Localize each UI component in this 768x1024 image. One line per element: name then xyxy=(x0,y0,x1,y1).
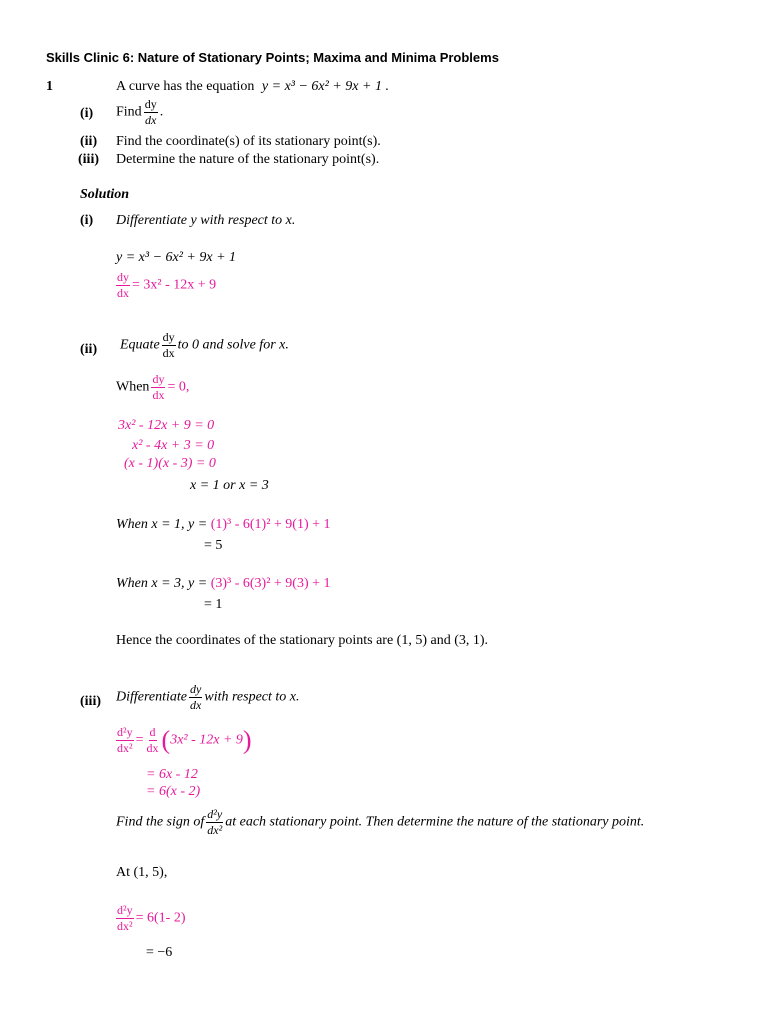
solve-step-1: 3x² - 12x + 9 = 0 xyxy=(118,418,215,433)
fraction-denominator: dx xyxy=(117,286,129,300)
fraction-denominator: dx xyxy=(146,741,159,755)
when-fraction xyxy=(151,373,165,402)
evaluate-second-derivative xyxy=(114,904,186,933)
fraction-numerator: d²y xyxy=(117,725,133,739)
fraction-denominator: dx² xyxy=(117,919,133,933)
instruction-pre: Differentiate xyxy=(116,689,188,705)
right-paren: ) xyxy=(242,725,252,755)
inner-expression: 3x² - 12x + 9 xyxy=(170,732,243,748)
fraction-numerator: d²y xyxy=(207,807,223,821)
sign-instruction xyxy=(116,808,644,837)
question-stem-text: A curve has the equation xyxy=(116,79,255,94)
second-derivative-fraction xyxy=(116,726,134,755)
instruction-pre: Equate xyxy=(120,337,160,353)
derivative-fraction xyxy=(116,271,130,300)
question-stem xyxy=(116,79,389,95)
fraction-numerator: d xyxy=(149,725,156,739)
sol-part-i-label: (i) xyxy=(80,213,94,228)
case-x3-expression: (3)³ - 6(3)² + 9(3) + 1 xyxy=(210,576,331,591)
part-i-fraction xyxy=(144,98,158,127)
solve-roots: x = 1 or x = 3 xyxy=(190,478,269,493)
sol-part-iii-instruction xyxy=(116,683,300,712)
solve-step-3: (x - 1)(x - 3) = 0 xyxy=(124,456,216,471)
instruction-post: to 0 and solve for x. xyxy=(177,337,289,353)
sol-part-i-derivative xyxy=(114,271,216,300)
instruction-fraction xyxy=(189,683,202,712)
question-number: 1 xyxy=(46,79,53,94)
evaluate-rhs: = 6(1- 2) xyxy=(135,910,186,926)
page-heading: Skills Clinic 6: Nature of Stationary Points; Maxima and Minima Problems xyxy=(46,50,499,65)
case-x1-expression: (1)³ - 6(1)² + 9(1) + 1 xyxy=(210,517,331,532)
fraction-numerator: dy xyxy=(190,682,202,696)
part-iii-question: Determine the nature of the stationary point(s). xyxy=(116,152,380,167)
d-dx-operator xyxy=(146,726,160,755)
fraction-denominator: dx² xyxy=(117,741,133,755)
equals-sign: = xyxy=(135,732,144,748)
evaluate-fraction xyxy=(116,904,134,933)
solve-step-2: x² - 4x + 3 = 0 xyxy=(132,438,215,453)
sign-instruction-pre: Find the sign of xyxy=(116,814,205,830)
stationary-points-conclusion: Hence the coordinates of the stationary points are (1, 5) and (3, 1). xyxy=(116,633,489,648)
evaluate-result: = −6 xyxy=(146,945,173,960)
case-x3 xyxy=(116,576,331,592)
fraction-denominator: dx² xyxy=(207,823,223,837)
case-x1-text: When x = 1, y = xyxy=(116,517,208,532)
part-i-label: (i) xyxy=(80,106,94,121)
instruction-post: with respect to x. xyxy=(204,689,300,705)
instruction-fraction xyxy=(162,331,176,360)
fraction-numerator: dy xyxy=(162,330,175,344)
derivative-rhs: = 3x² - 12x + 9 xyxy=(132,277,217,293)
sol-part-i-equation: y = x³ − 6x² + 9x + 1 xyxy=(116,250,237,265)
part-iii-label: (iii) xyxy=(78,152,99,167)
second-derivative-step-1: = 6x - 12 xyxy=(146,767,198,782)
sol-part-ii-instruction xyxy=(120,331,289,360)
part-i-period: . xyxy=(159,104,164,120)
sol-part-i-instruction: Differentiate y with respect to x. xyxy=(116,213,296,228)
sign-fraction xyxy=(206,808,223,837)
left-paren: ( xyxy=(161,725,171,755)
case-x3-text: When x = 3, y = xyxy=(116,576,208,591)
sol-part-ii-label: (ii) xyxy=(80,342,98,357)
fraction-denominator: dx xyxy=(190,698,202,712)
fraction-denominator: dx xyxy=(152,388,165,402)
when-equals: = 0, xyxy=(167,379,190,395)
second-derivative-step-2: = 6(x - 2) xyxy=(146,784,201,799)
fraction-denominator: dx xyxy=(162,346,175,360)
sign-instruction-post: at each stationary point. Then determine the nature of the stationary point. xyxy=(225,814,645,830)
when-condition xyxy=(116,373,189,402)
fraction-numerator: dy xyxy=(152,372,165,386)
at-point-1-5: At (1, 5), xyxy=(116,865,168,880)
fraction-numerator: dy xyxy=(144,97,157,111)
part-i-question xyxy=(116,98,163,127)
second-derivative xyxy=(114,726,252,755)
fraction-denominator: dx xyxy=(145,113,157,127)
fraction-numerator: d²y xyxy=(117,903,133,917)
part-i-text: Find xyxy=(116,104,142,120)
fraction-numerator: dy xyxy=(117,270,129,284)
part-ii-question: Find the coordinate(s) of its stationary point(s). xyxy=(116,134,381,149)
sol-part-iii-label: (iii) xyxy=(80,694,101,709)
question-equation: y = x³ − 6x² + 9x + 1 . xyxy=(261,79,389,94)
when-text: When xyxy=(116,379,150,395)
solution-title: Solution xyxy=(80,187,130,202)
case-x3-result: = 1 xyxy=(204,597,223,612)
part-ii-label: (ii) xyxy=(80,134,98,149)
case-x1 xyxy=(116,517,331,533)
case-x1-result: = 5 xyxy=(204,538,223,553)
